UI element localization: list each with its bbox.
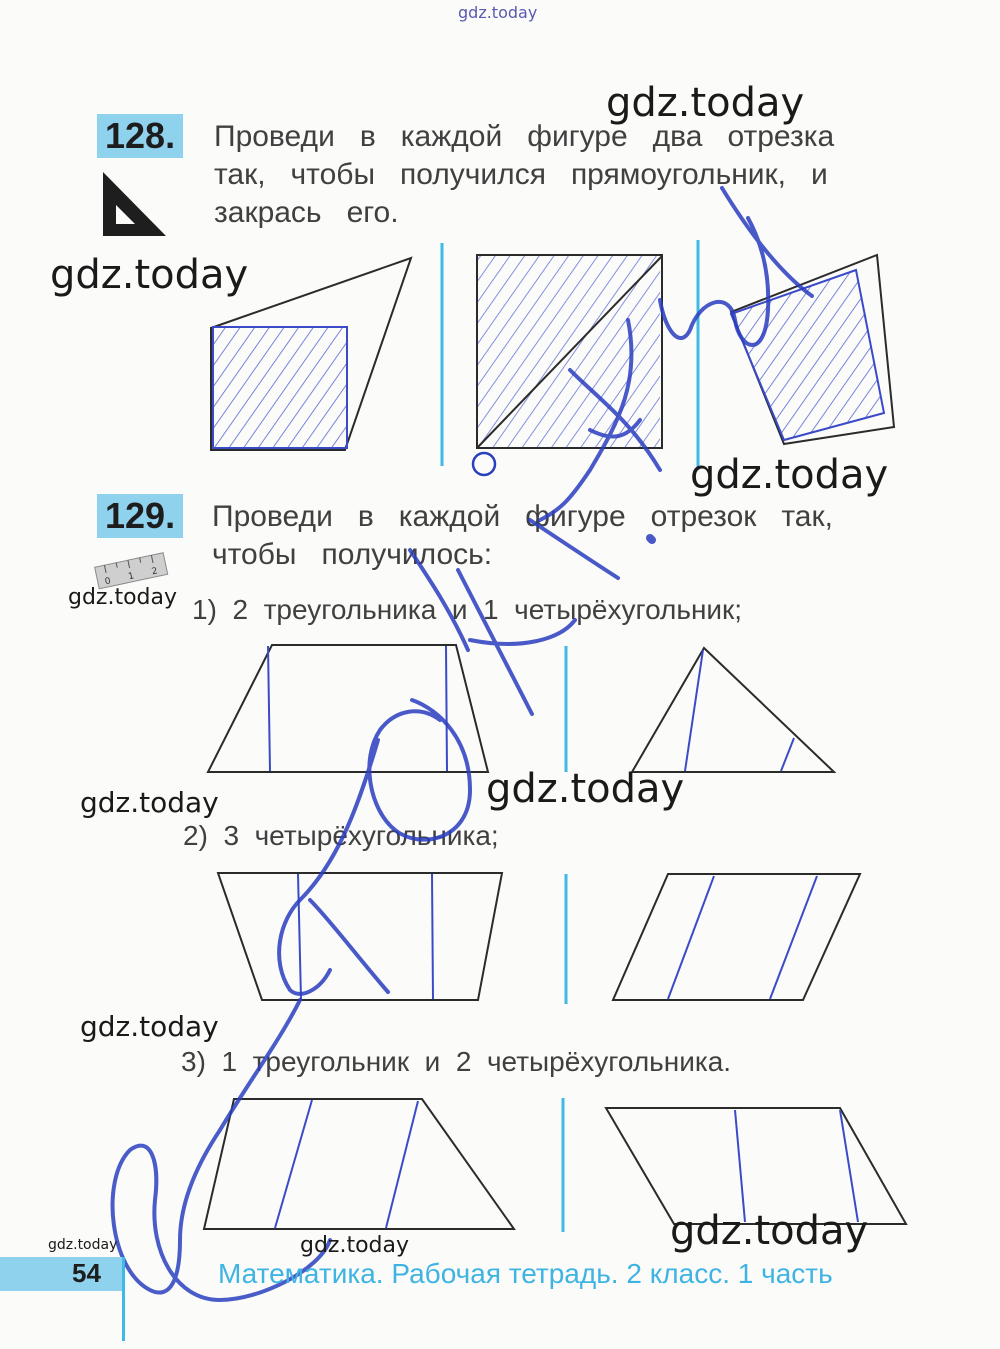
task-129-line-2: чтобы получилось: xyxy=(212,538,493,571)
task-129-line-1: Проведи в каждой фигуре отрезок так, xyxy=(212,500,833,533)
footer-divider xyxy=(122,1257,125,1341)
task-129-sub1-figures xyxy=(208,645,834,772)
watermark-10: gdz.today xyxy=(300,1233,410,1258)
ruler-icon xyxy=(95,553,168,589)
task-129-sub-1: 1) 2 треугольника и 1 четырёхугольник; xyxy=(192,594,743,625)
task-128-figures xyxy=(211,240,894,475)
watermark-9: gdz.today xyxy=(48,1237,118,1253)
task-129-sub2-figures xyxy=(218,873,860,1004)
watermark-8: gdz.today xyxy=(670,1208,869,1254)
watermark-5: gdz.today xyxy=(486,766,685,812)
watermark-4: gdz.today xyxy=(68,585,178,610)
footer-book-title: Математика. Рабочая тетрадь. 2 класс. 1 часть xyxy=(218,1258,833,1289)
watermark-6: gdz.today xyxy=(80,786,219,819)
task-128-line-3: закрась его. xyxy=(214,196,399,229)
watermark-top: gdz.today xyxy=(458,3,538,22)
footer-accent-bar xyxy=(0,1257,125,1291)
watermark-1: gdz.today xyxy=(606,80,805,126)
ruler-tick-0: 0 xyxy=(104,576,112,588)
ruler-tick-2: 2 xyxy=(150,566,159,578)
page-number: 54 xyxy=(72,1258,101,1288)
task-128-line-1: Проведи в каждой фигуре два отрезка xyxy=(214,120,835,153)
watermark-3: gdz.today xyxy=(690,452,889,498)
task-129-sub-3: 3) 1 треугольник и 2 четырёхугольника. xyxy=(181,1046,732,1077)
task-128-line-2: так, чтобы получился прямоугольник, и xyxy=(214,158,828,191)
ruler-tick-1: 1 xyxy=(127,571,136,583)
set-square-icon xyxy=(103,172,166,236)
task-129-number: 129. xyxy=(97,494,183,538)
task-129-sub-2: 2) 3 четырёхугольника; xyxy=(183,820,499,851)
watermark-2: gdz.today xyxy=(50,252,249,298)
watermark-7: gdz.today xyxy=(80,1010,219,1043)
task-128-number: 128. xyxy=(97,114,183,158)
